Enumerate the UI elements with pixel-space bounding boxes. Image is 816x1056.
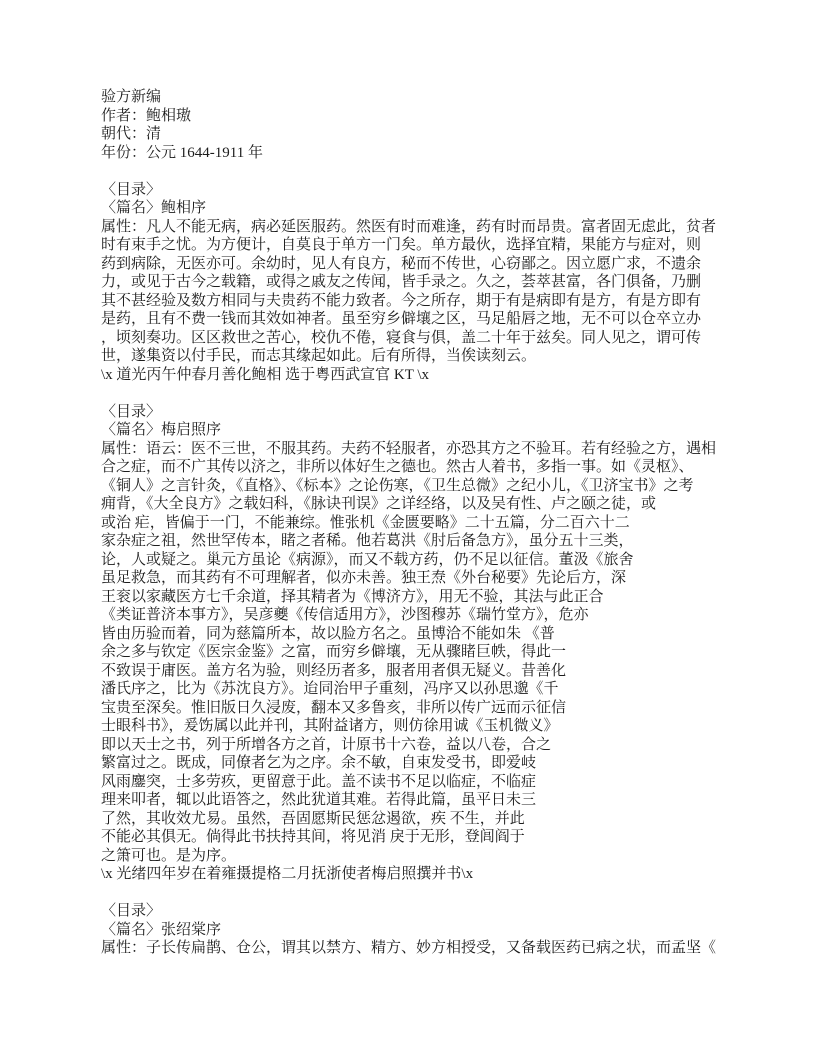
text-line: 不致误于庸医。盖方名为验，则经历者多，服者用者俱无疑义。昔善化 bbox=[101, 662, 567, 679]
toc-marker: 〈目录〉 bbox=[101, 181, 162, 198]
text-line: 属性：语云：医不三世，不服其药。夫药不轻服者，亦恐其方之不验耳。若有经验之方，遇相 bbox=[101, 440, 717, 457]
text-line: 风雨鏖突，士多劳疚，更留意于此。盖不读书不足以临症，不临症 bbox=[101, 773, 537, 790]
text-line: 了然，其收效尤易。虽然，吾固愿斯民惩忿遏欲，疾 不生，并此 bbox=[101, 810, 525, 827]
text-line: 繁富过之。既成，同僚者乞为之序。余不敏，自束发受书，即爱岐 bbox=[101, 755, 537, 771]
section-title: 〈篇名〉梅启照序 bbox=[101, 422, 222, 438]
book-year: 年份：公元 1644-1911 年 bbox=[101, 144, 263, 161]
section-title: 〈篇名〉鲍相序 bbox=[101, 200, 207, 216]
text-line: 家杂症之祖，然世罕传本，睹之者稀。他若葛洪《肘后备急方》，虽分五十三类， bbox=[101, 533, 634, 549]
text-line: ，顷刻奏功。区区救世之苦心，校仇不倦，寝食与俱，盖二十年于兹矣。同人见之，谓可传 bbox=[101, 329, 702, 346]
text-line: 痈背，《大全良方》之载妇科，《脉诀刊误》之详经络，以及吴有性、卢之颐之徒，或 bbox=[101, 496, 657, 512]
text-line: \x 道光丙午仲春月善化鲍相 选于粤西武宣官 KT \x bbox=[101, 366, 430, 383]
text-line: 之箫可也。是为序。 bbox=[101, 847, 237, 864]
text-line: 合之症，而不广其传以济之，非所以体好生之德也。然古人着书，多指一事。如《灵枢》、 bbox=[101, 459, 694, 475]
text-line: 药到病除，无医亦可。余幼时，见人有良方，秘而不传世，心窃鄙之。因立愿广求，不遗余 bbox=[101, 255, 702, 272]
text-line: 《类证普济本事方》，吴彦夔《传信适用方》，沙图穆苏《瑞竹堂方》，危亦 bbox=[101, 607, 589, 623]
text-line: 即以天士之书，列于所增各方之首，计原书十六卷，益以八卷，合之 bbox=[101, 736, 552, 753]
section-title: 〈篇名〉张绍棠序 bbox=[101, 921, 222, 938]
text-line: 皆由历验而着，同为慈篇所本，故以脸方名之。虽博洽不能如朱 《普 bbox=[101, 625, 555, 642]
book-title: 验方新编 bbox=[101, 89, 162, 105]
section bbox=[101, 181, 726, 385]
section bbox=[101, 902, 726, 958]
text-line: 士眼科书》，爰饬属以此并刊，其附益诸方，则仿徐用诚《玉机微义》 bbox=[101, 718, 559, 734]
text-line: \x 光绪四年岁在着雍摄提格二月抚浙使者梅启照撰并书\x bbox=[101, 866, 474, 882]
sections-container bbox=[101, 181, 726, 958]
text-line: 属性：凡人不能无病，病必延医服药。然医有时而难逢，药有时而昂贵。富者固无虑此，贫者 bbox=[101, 218, 717, 235]
text-line: 理来叩者，辄以此语答之，然此犹道其难。若得此篇，虽平日未三 bbox=[101, 792, 537, 808]
text-line: 是药，且有不费一钱而其效如神者。虽至穷乡僻壤之区，马足船唇之地，无不可以仓卒立办 bbox=[101, 311, 702, 327]
toc-marker: 〈目录〉 bbox=[101, 903, 162, 919]
text-line: 属性：子长传扁鹊、仓公，谓其以禁方、精方、妙方相授受，又备载医药已病之状，而孟坚《 bbox=[101, 940, 717, 956]
book-author: 作者：鲍相璈 bbox=[101, 107, 192, 124]
text-line: 潘氏序之，比为《苏沈良方》。迨同治甲子重刻，冯序又以孙思邈《千 bbox=[101, 681, 559, 697]
text-line: 其不甚经验及数方相同与夫贵药不能力致者。今之所存，期于有是病即有是方，有是方即有 bbox=[101, 292, 702, 309]
toc-marker: 〈目录〉 bbox=[101, 403, 162, 420]
text-line: 论，人或疑之。巢元方虽论《病源》，而又不载方药，仍不足以征信。董汲《旅舍 bbox=[101, 551, 634, 568]
text-line: 宝贵至深矣。惟旧版日久浸废，翻本又多鲁亥，非所以传广远而示征信 bbox=[101, 699, 567, 716]
text-line: 世，遂集资以付手民，而志其缘起如此。后有所得，当俟读刻云。 bbox=[101, 348, 537, 364]
book-dynasty: 朝代：清 bbox=[101, 126, 162, 142]
text-line: 时有束手之忧。为方便计，自莫良于单方一门矣。单方最伙，选择宜精，果能方与症对，则 bbox=[101, 237, 702, 253]
text-line: 余之多与钦定《医宗金鉴》之富，而穷乡僻壤，无从骤睹巨帙，得此一 bbox=[101, 644, 567, 660]
text-line: 虽足救急，而其药有不可理解者，似亦未善。独王焘《外台秘要》先论后方，深 bbox=[101, 570, 627, 586]
text-line: 力，或见于古今之载籍，或得之戚友之传闻，皆手录之。久之，荟萃甚富，各门俱备，乃删 bbox=[101, 274, 702, 290]
text-line: 或治 疟，皆偏于一门，不能兼综。惟张机《金匮要略》二十五篇，分二百六十二 bbox=[101, 514, 630, 531]
text-line: 《铜人》之言针灸，《直格》、《标本》之论伤寒，《卫生总微》之纪小儿，《卫济宝书》之考 bbox=[101, 477, 694, 494]
text-line: 不能必其俱无。倘得此书扶持其间，将见消 戾于无形，登闾阎于 bbox=[101, 829, 525, 845]
section bbox=[101, 403, 726, 884]
text-line: 王衮以家藏医方七千余道，择其精者为《博济方》，用无不验，其法与此正合 bbox=[101, 588, 604, 605]
